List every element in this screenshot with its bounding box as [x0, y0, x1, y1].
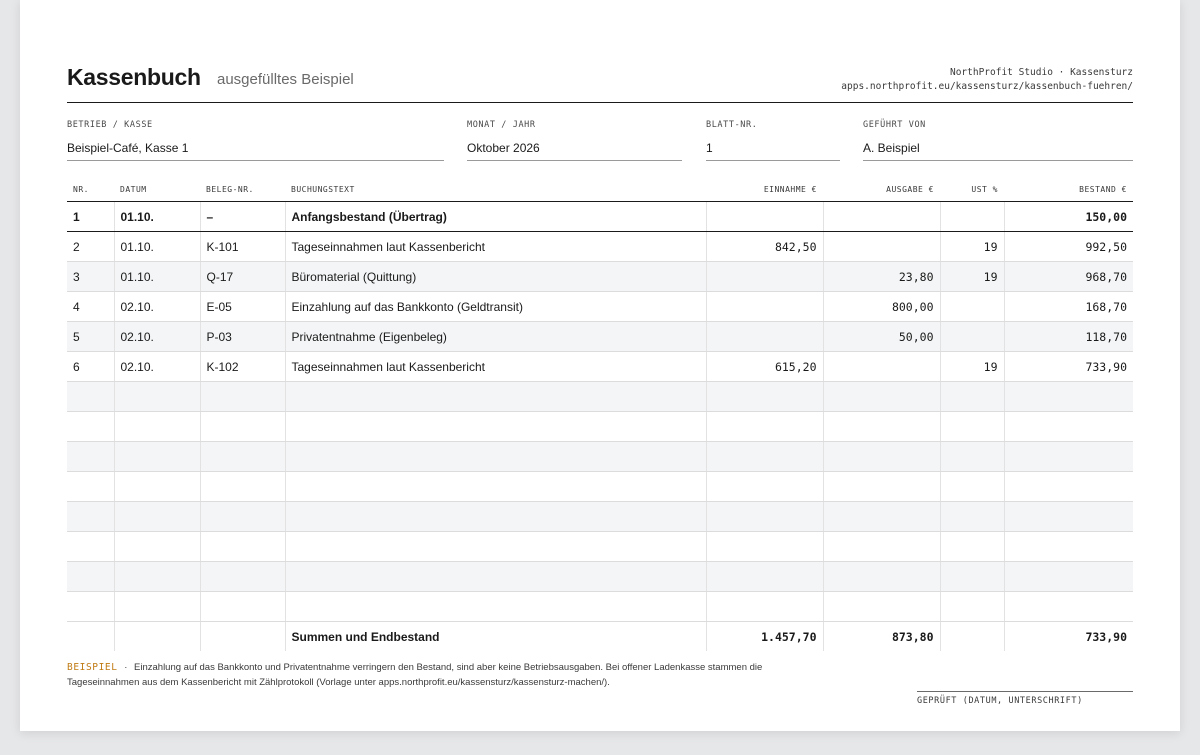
cell-nr[interactable]: 6 — [67, 352, 114, 382]
empty-cell[interactable] — [67, 592, 114, 622]
cell-beleg[interactable]: Q-17 — [200, 262, 285, 292]
cell-nr[interactable]: 1 — [67, 202, 114, 232]
empty-cell[interactable] — [706, 472, 823, 502]
empty-cell[interactable] — [1004, 592, 1133, 622]
field-underline — [467, 160, 682, 161]
empty-cell[interactable] — [1004, 412, 1133, 442]
empty-cell[interactable] — [823, 472, 940, 502]
brand-info — [841, 66, 1133, 94]
field-value[interactable]: 1 — [706, 141, 713, 155]
cell-beleg[interactable]: – — [200, 202, 285, 232]
empty-row — [67, 412, 1133, 442]
empty-cell[interactable] — [285, 532, 706, 562]
empty-cell[interactable] — [940, 592, 1004, 622]
empty-cell[interactable] — [706, 382, 823, 412]
empty-cell[interactable] — [200, 382, 285, 412]
empty-cell[interactable] — [285, 382, 706, 412]
col-header-ust: UST % — [940, 178, 1004, 202]
field-value[interactable]: A. Beispiel — [863, 141, 920, 155]
signature-field[interactable] — [917, 691, 1133, 706]
table-header-row — [67, 178, 1133, 202]
field-underline — [67, 160, 444, 161]
cell-ausgabe[interactable] — [823, 232, 940, 262]
cell-text[interactable]: Büromaterial (Quittung) — [285, 262, 706, 292]
cell-ausgabe[interactable]: 50,00 — [823, 322, 940, 352]
empty-cell[interactable] — [940, 502, 1004, 532]
cell-beleg[interactable]: E-05 — [200, 292, 285, 322]
empty-cell[interactable] — [67, 502, 114, 532]
cell-einnahme[interactable]: 615,20 — [706, 352, 823, 382]
empty-cell[interactable] — [1004, 502, 1133, 532]
empty-cell[interactable] — [1004, 382, 1133, 412]
cell-beleg[interactable]: K-101 — [200, 232, 285, 262]
col-header-nr: NR. — [67, 178, 114, 202]
empty-cell[interactable] — [823, 502, 940, 532]
empty-cell[interactable] — [706, 592, 823, 622]
cell-einnahme[interactable] — [706, 262, 823, 292]
empty-cell[interactable] — [285, 592, 706, 622]
cell-ust[interactable]: 19 — [940, 232, 1004, 262]
col-header-einnahme: EINNAHME € — [706, 178, 823, 202]
cell-einnahme[interactable] — [706, 292, 823, 322]
summary-row — [67, 622, 1133, 652]
empty-row — [67, 442, 1133, 472]
empty-cell[interactable] — [285, 502, 706, 532]
empty-cell[interactable] — [114, 472, 200, 502]
empty-cell[interactable] — [823, 412, 940, 442]
cell-datum[interactable]: 01.10. — [114, 262, 200, 292]
empty-cell[interactable] — [706, 532, 823, 562]
cell-einnahme[interactable] — [706, 322, 823, 352]
cell-datum[interactable]: 01.10. — [114, 202, 200, 232]
empty-cell[interactable] — [1004, 442, 1133, 472]
table-row — [67, 292, 1133, 322]
cell-nr[interactable]: 2 — [67, 232, 114, 262]
cell-beleg[interactable]: K-102 — [200, 352, 285, 382]
empty-cell[interactable] — [823, 592, 940, 622]
cashbook-table — [67, 178, 1133, 651]
summary-empty-cell — [940, 622, 1004, 652]
cell-nr[interactable]: 3 — [67, 262, 114, 292]
empty-cell[interactable] — [200, 412, 285, 442]
cell-bestand[interactable]: 150,00 — [1004, 202, 1133, 232]
empty-cell[interactable] — [114, 562, 200, 592]
cell-text[interactable]: Einzahlung auf das Bankkonto (Geldtransit) — [285, 292, 706, 322]
summary-einnahme: 1.457,70 — [706, 622, 823, 652]
cell-beleg[interactable]: P-03 — [200, 322, 285, 352]
empty-cell[interactable] — [940, 412, 1004, 442]
empty-cell[interactable] — [114, 442, 200, 472]
summary-label: Summen und Endbestand — [285, 622, 706, 652]
empty-cell[interactable] — [706, 502, 823, 532]
empty-cell[interactable] — [200, 592, 285, 622]
empty-cell[interactable] — [114, 382, 200, 412]
cell-ausgabe[interactable] — [823, 352, 940, 382]
table-body — [67, 202, 1133, 652]
field-label: GEFÜHRT VON — [863, 120, 926, 130]
cell-ust[interactable] — [940, 322, 1004, 352]
empty-cell[interactable] — [1004, 472, 1133, 502]
empty-cell[interactable] — [200, 502, 285, 532]
summary-bestand: 733,90 — [1004, 622, 1133, 652]
empty-cell[interactable] — [67, 532, 114, 562]
page-subtitle: ausgefülltes Beispiel — [217, 71, 354, 88]
empty-cell[interactable] — [114, 592, 200, 622]
cell-bestand[interactable]: 733,90 — [1004, 352, 1133, 382]
field-underline — [706, 160, 840, 161]
example-tag: BEISPIEL — [67, 662, 118, 673]
empty-cell[interactable] — [940, 382, 1004, 412]
col-header-bestand: BESTAND € — [1004, 178, 1133, 202]
cell-ust[interactable] — [940, 292, 1004, 322]
brand-name: NorthProfit Studio · Kassensturz — [949, 67, 1133, 78]
empty-cell[interactable] — [823, 562, 940, 592]
field-label: MONAT / JAHR — [467, 120, 536, 130]
cell-text[interactable]: Tageseinnahmen laut Kassenbericht — [285, 232, 706, 262]
cell-bestand[interactable]: 968,70 — [1004, 262, 1133, 292]
cell-bestand[interactable]: 992,50 — [1004, 232, 1133, 262]
table-row — [67, 352, 1133, 382]
empty-cell[interactable] — [67, 562, 114, 592]
empty-cell[interactable] — [200, 532, 285, 562]
cell-einnahme[interactable] — [706, 202, 823, 232]
note-line-2: Tageseinnahmen aus dem Kassenbericht mit Zählprotokoll (Vorlage unter apps.northprofit.eu/kassensturz/kassensturz-machen/). — [67, 677, 610, 688]
empty-cell[interactable] — [706, 562, 823, 592]
empty-cell[interactable] — [200, 562, 285, 592]
field-label: BETRIEB / KASSE — [67, 120, 153, 130]
empty-cell[interactable] — [114, 412, 200, 442]
empty-row — [67, 382, 1133, 412]
field-betrieb — [67, 120, 189, 155]
cell-text[interactable]: Tageseinnahmen laut Kassenbericht — [285, 352, 706, 382]
field-monat — [467, 120, 540, 155]
empty-row — [67, 472, 1133, 502]
page-title: Kassenbuch — [67, 64, 201, 90]
summary-empty-cell — [200, 622, 285, 652]
cell-nr[interactable]: 5 — [67, 322, 114, 352]
field-underline — [863, 160, 1133, 161]
cell-datum[interactable]: 01.10. — [114, 232, 200, 262]
table-row — [67, 202, 1133, 232]
empty-cell[interactable] — [67, 442, 114, 472]
empty-cell[interactable] — [823, 442, 940, 472]
empty-cell[interactable] — [114, 532, 200, 562]
cell-ust[interactable] — [940, 202, 1004, 232]
cell-ausgabe[interactable] — [823, 202, 940, 232]
cell-text[interactable]: Privatentnahme (Eigenbeleg) — [285, 322, 706, 352]
cell-einnahme[interactable]: 842,50 — [706, 232, 823, 262]
cell-bestand[interactable]: 168,70 — [1004, 292, 1133, 322]
cell-bestand[interactable]: 118,70 — [1004, 322, 1133, 352]
title-row — [67, 64, 1133, 103]
empty-row — [67, 502, 1133, 532]
col-header-ausgabe: AUSGABE € — [823, 178, 940, 202]
empty-row — [67, 592, 1133, 622]
empty-cell[interactable] — [67, 412, 114, 442]
field-gefuehrt — [863, 120, 926, 155]
empty-cell[interactable] — [940, 562, 1004, 592]
empty-cell[interactable] — [67, 382, 114, 412]
cell-ust[interactable]: 19 — [940, 262, 1004, 292]
field-value[interactable]: Beispiel-Café, Kasse 1 — [67, 141, 189, 155]
empty-cell[interactable] — [200, 472, 285, 502]
empty-cell[interactable] — [940, 472, 1004, 502]
empty-cell[interactable] — [285, 472, 706, 502]
empty-cell[interactable] — [940, 442, 1004, 472]
empty-cell[interactable] — [114, 502, 200, 532]
empty-cell[interactable] — [1004, 532, 1133, 562]
empty-row — [67, 562, 1133, 592]
empty-cell[interactable] — [940, 532, 1004, 562]
table-row — [67, 262, 1133, 292]
empty-cell[interactable] — [285, 562, 706, 592]
empty-cell[interactable] — [200, 442, 285, 472]
empty-cell[interactable] — [1004, 562, 1133, 592]
field-value[interactable]: Oktober 2026 — [467, 141, 540, 155]
empty-cell[interactable] — [285, 412, 706, 442]
empty-cell[interactable] — [285, 442, 706, 472]
cell-text[interactable]: Anfangsbestand (Übertrag) — [285, 202, 706, 232]
col-header-beleg: BELEG-NR. — [200, 178, 285, 202]
table-row — [67, 322, 1133, 352]
field-blatt — [706, 120, 758, 155]
table-row — [67, 232, 1133, 262]
summary-empty-cell — [67, 622, 114, 652]
cell-ausgabe[interactable]: 23,80 — [823, 262, 940, 292]
col-header-datum: DATUM — [114, 178, 200, 202]
brand-url: apps.northprofit.eu/kassensturz/kassenbuch-fuehren/ — [841, 81, 1133, 92]
col-header-text: BUCHUNGSTEXT — [285, 178, 706, 202]
note-separator: · — [124, 662, 128, 673]
cell-datum[interactable]: 02.10. — [114, 322, 200, 352]
empty-cell[interactable] — [823, 532, 940, 562]
note-line-1: Einzahlung auf das Bankkonto und Privatentnahme verringern den Bestand, sind aber keine Betriebsausgaben. Bei offener Ladenkasse stammen die — [134, 662, 763, 673]
signature-label: GEPRÜFT (DATUM, UNTERSCHRIFT) — [917, 696, 1083, 706]
cell-ust[interactable]: 19 — [940, 352, 1004, 382]
empty-cell[interactable] — [67, 472, 114, 502]
summary-ausgabe: 873,80 — [823, 622, 940, 652]
cashbook-sheet — [20, 0, 1180, 731]
summary-empty-cell — [114, 622, 200, 652]
empty-cell[interactable] — [706, 412, 823, 442]
empty-row — [67, 532, 1133, 562]
cell-nr[interactable]: 4 — [67, 292, 114, 322]
cell-datum[interactable]: 02.10. — [114, 352, 200, 382]
empty-cell[interactable] — [706, 442, 823, 472]
cell-ausgabe[interactable]: 800,00 — [823, 292, 940, 322]
footer-note — [67, 660, 827, 690]
cell-datum[interactable]: 02.10. — [114, 292, 200, 322]
empty-cell[interactable] — [823, 382, 940, 412]
field-label: BLATT-NR. — [706, 120, 758, 130]
